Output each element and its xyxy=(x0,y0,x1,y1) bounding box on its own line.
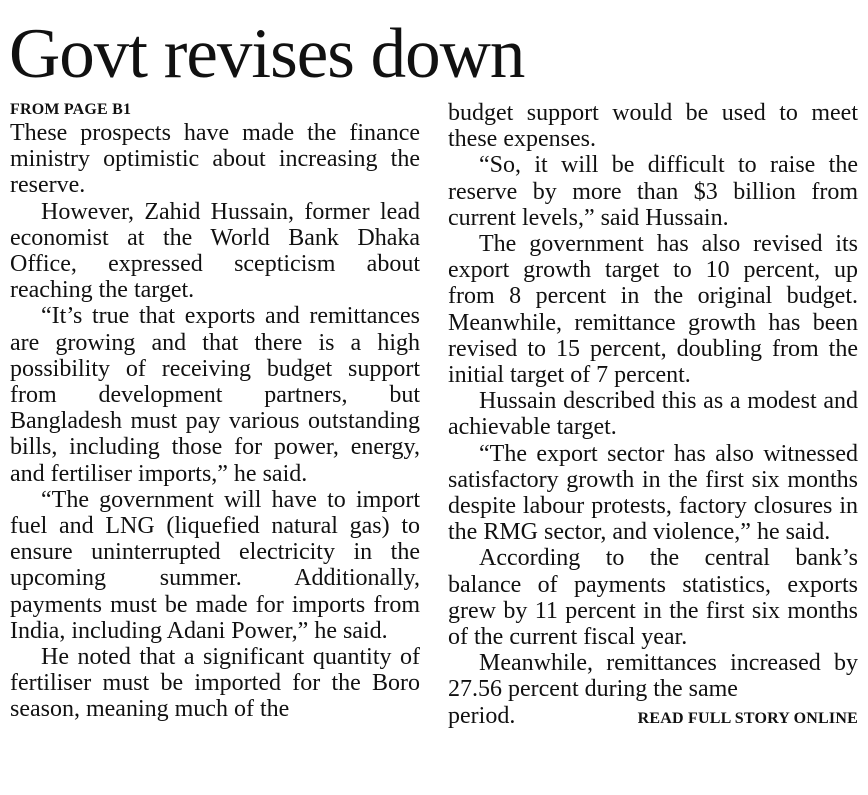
paragraph: budget support would be used to meet these expenses. xyxy=(448,100,858,153)
paragraph: These prospects have made the finance ministry optimistic about increasing the reserve. xyxy=(10,120,420,199)
paragraph: “The government will have to import fuel and LNG (liquefied natural gas) to ensure uninterrupted electricity in the upcoming summer. Additionally, payments must be made for imports from India, including Adani Power,” he said. xyxy=(10,486,420,644)
paragraph: “It’s true that exports and remittances are growing and that there is a high possibility of receiving budget support from development partners, but Bangladesh must pay various outstanding bills, including those for power, energy, and fertiliser imports,” he said. xyxy=(10,303,420,487)
paragraph: Meanwhile, remittances increased by 27.56 percent during the same xyxy=(448,650,858,703)
paragraph: The government has also revised its export growth target to 10 percent, up from 8 percent in the original budget. Meanwhile, remittance growth has been revised to 15 percent, doubling from the initial target of 7 percent. xyxy=(448,231,858,389)
paragraph: “The export sector has also witnessed satisfactory growth in the first six months despite labour protests, factory closures in the RMG sector, and violence,” he said. xyxy=(448,440,858,546)
jump-from-label: FROM PAGE B1 xyxy=(10,101,132,118)
left-column xyxy=(10,100,420,723)
right-column xyxy=(448,100,858,732)
read-full-story-link[interactable]: READ FULL STORY ONLINE xyxy=(637,709,858,727)
paragraph: Hussain described this as a modest and achievable target. xyxy=(448,388,858,441)
paragraph: However, Zahid Hussain, former lead economist at the World Bank Dhaka Office, expressed scepticism about reaching the target. xyxy=(10,198,420,304)
paragraph: According to the central bank’s balance of payments statistics, exports grew by 11 percent in the first six months of the current fiscal year. xyxy=(448,545,858,651)
paragraph: He noted that a significant quantity of fertiliser must be imported for the Boro season, meaning much of the xyxy=(10,644,420,723)
final-line xyxy=(448,703,858,732)
headline: Govt revises down xyxy=(9,15,525,93)
final-word: period. xyxy=(448,702,516,729)
paragraph: “So, it will be difficult to raise the reserve by more than $3 billion from current levels,” said Hussain. xyxy=(448,152,858,231)
